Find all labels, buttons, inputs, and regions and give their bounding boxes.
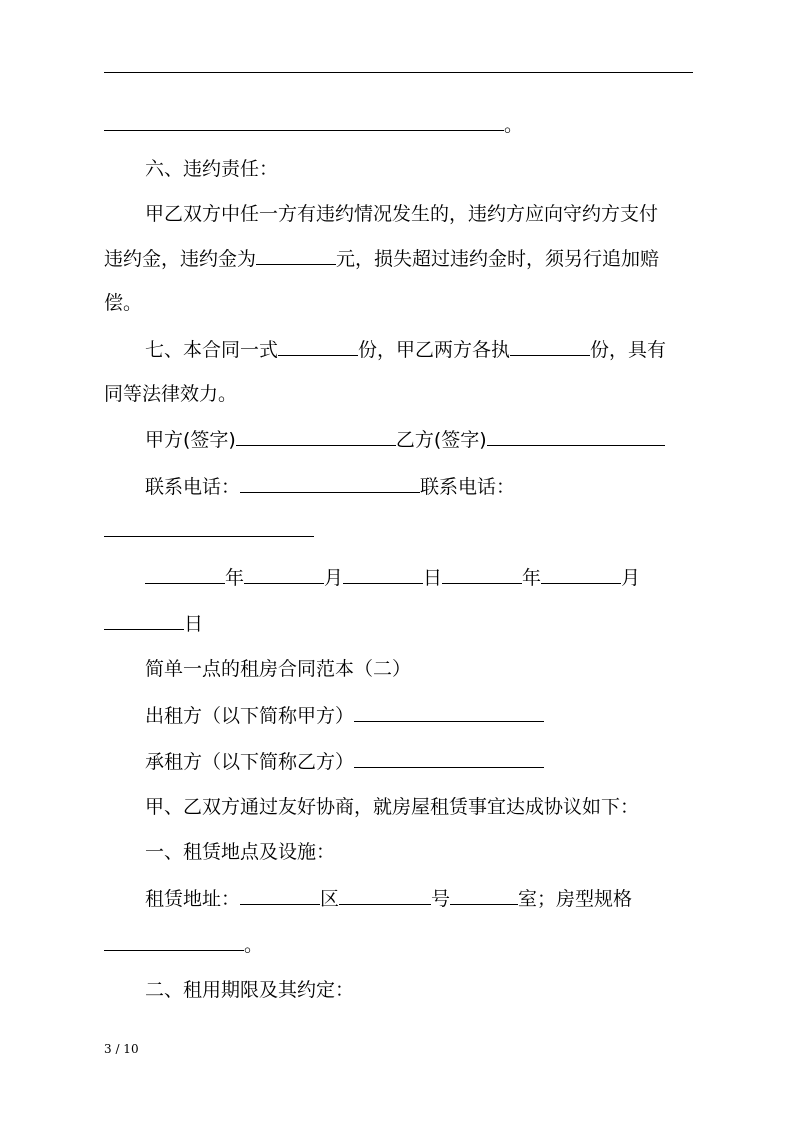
party-b-phone-blank[interactable] bbox=[104, 518, 314, 537]
section-heading-location: 一、租赁地点及设施： bbox=[145, 841, 336, 863]
paragraph-line: 甲、乙双方通过友好协商，就房屋租赁事宜达成协议如下： bbox=[145, 796, 640, 818]
day-blank[interactable] bbox=[104, 611, 184, 630]
paragraph-line: 甲乙双方中任一方有违约情况发生的，违约方应向守约方支付 bbox=[145, 203, 659, 225]
party-a-signature-blank[interactable] bbox=[236, 427, 396, 446]
paragraph-line: 同等法律效力。 bbox=[104, 383, 238, 405]
year-blank[interactable] bbox=[145, 565, 225, 584]
signature-line: 甲方(签字) 乙方(签字) bbox=[145, 427, 665, 452]
date-line: 年 月 日 年 月 bbox=[145, 565, 640, 590]
address-line: 租赁地址： 区 号 室；房型规格 bbox=[145, 888, 633, 910]
lessor-blank[interactable] bbox=[354, 703, 544, 722]
district-blank[interactable] bbox=[240, 886, 320, 905]
address-continuation: 。 bbox=[104, 932, 263, 957]
paragraph-line: 偿。 bbox=[104, 292, 143, 314]
year-blank[interactable] bbox=[442, 565, 522, 584]
penalty-amount-blank[interactable] bbox=[256, 246, 336, 265]
month-blank[interactable] bbox=[244, 565, 324, 584]
blank-field[interactable] bbox=[104, 112, 504, 131]
number-blank[interactable] bbox=[339, 886, 431, 905]
lessee-blank[interactable] bbox=[354, 749, 544, 768]
date-line-continuation: 日 bbox=[104, 611, 203, 636]
party-b-signature-blank[interactable] bbox=[487, 427, 665, 446]
room-type-blank[interactable] bbox=[104, 932, 244, 951]
lessor-line: 出租方（以下简称甲方） bbox=[145, 703, 544, 728]
paragraph-line: 七、本合同一式 份，甲乙两方各执 份，具有 bbox=[145, 339, 667, 361]
lessee-line: 承租方（以下简称乙方） bbox=[145, 749, 544, 774]
phone-continuation bbox=[104, 518, 314, 543]
copies-total-blank[interactable] bbox=[278, 337, 358, 356]
section-heading-term: 二、租用期限及其约定： bbox=[145, 979, 355, 1001]
text-line: 。 bbox=[104, 112, 523, 137]
contract-title: 简单一点的租房合同范本（二） bbox=[145, 658, 412, 680]
paragraph-line: 违约金，违约金为 元，损失超过违约金时，须另行追加赔 bbox=[104, 248, 660, 270]
room-blank[interactable] bbox=[450, 886, 518, 905]
phone-line: 联系电话： 联系电话： bbox=[145, 476, 516, 498]
copies-each-blank[interactable] bbox=[510, 337, 590, 356]
day-blank[interactable] bbox=[343, 565, 423, 584]
party-a-phone-blank[interactable] bbox=[240, 474, 420, 493]
header-rule bbox=[104, 72, 693, 73]
page-number: 3 / 10 bbox=[104, 1042, 139, 1056]
section-heading-breach: 六、违约责任： bbox=[145, 158, 279, 180]
month-blank[interactable] bbox=[541, 565, 621, 584]
